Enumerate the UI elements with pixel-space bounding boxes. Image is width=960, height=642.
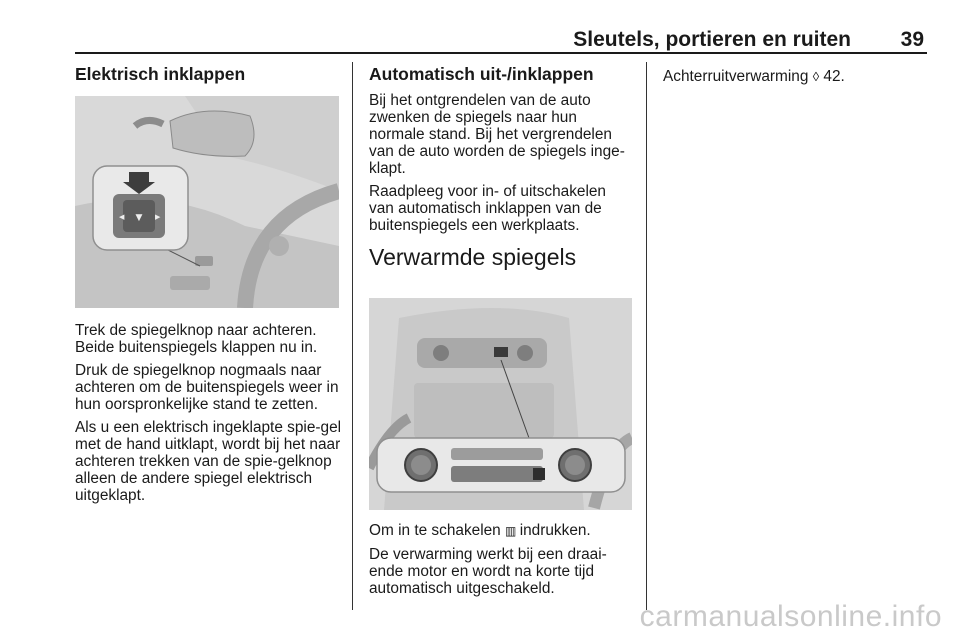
column-divider-2	[646, 62, 647, 610]
section-heading-auto-fold: Automatisch uit-/inklappen	[369, 64, 594, 84]
rear-heater-icon: ▥	[505, 524, 520, 538]
page-title: Sleutels, portieren en ruiten	[573, 28, 851, 51]
caption-after: indrukken.	[519, 522, 591, 539]
header-rule	[75, 52, 927, 54]
section-heading-electric-fold: Elektrisch inklappen	[75, 64, 246, 84]
right-column	[663, 68, 927, 91]
cross-reference-text: Achterruitverwarming	[663, 68, 809, 85]
page-ref-icon: ◊	[812, 69, 820, 84]
caption-before: Om in te schakelen	[369, 522, 501, 539]
watermark: carmanualsonline.info	[639, 600, 942, 633]
paragraph: Bij het ontgrendelen van de auto zwenken de spiegels naar hun normale stand. Bij het vergrendelen van de auto worden de spiegels inge-klapt.	[369, 92, 625, 177]
svg-text:▼: ▼	[135, 213, 143, 223]
svg-text:◀: ◀	[119, 213, 125, 221]
svg-text:▶: ▶	[155, 213, 161, 221]
paragraph: Raadpleeg voor in- of uitschakelen van automatisch inklappen van de buitenspiegels een werkplaats.	[369, 183, 606, 234]
paragraph: Trek de spiegelknop naar achteren. Beide buitenspiegels klappen nu in.	[75, 322, 318, 356]
cross-reference	[663, 68, 927, 85]
left-column-text	[75, 322, 345, 510]
mirror-switch-illustration	[75, 96, 339, 308]
paragraph: Als u een elektrisch ingeklapte spie-gel met de hand uitklapt, wordt bij het naar achteren trekken van de spie-gelknop alleen de andere spiegel elektrisch uitgeklapt.	[75, 419, 342, 504]
paragraph: Druk de spiegelknop nogmaals naar achteren om de buitenspiegels weer in hun oorspronkelijke stand te zetten.	[75, 362, 339, 413]
left-column	[75, 64, 343, 92]
middle-column	[369, 64, 635, 270]
column-divider-1	[352, 62, 353, 610]
climate-panel-illustration	[369, 298, 632, 510]
section-heading-heated-mirrors: Verwarmde spiegels	[369, 244, 577, 270]
middle-column-lower	[369, 522, 637, 603]
cross-reference-page: 42.	[823, 68, 845, 85]
page-number: 39	[900, 28, 924, 51]
caption	[369, 522, 637, 540]
page-header	[75, 26, 927, 52]
paragraph: De verwarming werkt bij een draai-ende motor en wordt na korte tijd automatisch uitgeschakeld.	[369, 546, 607, 597]
